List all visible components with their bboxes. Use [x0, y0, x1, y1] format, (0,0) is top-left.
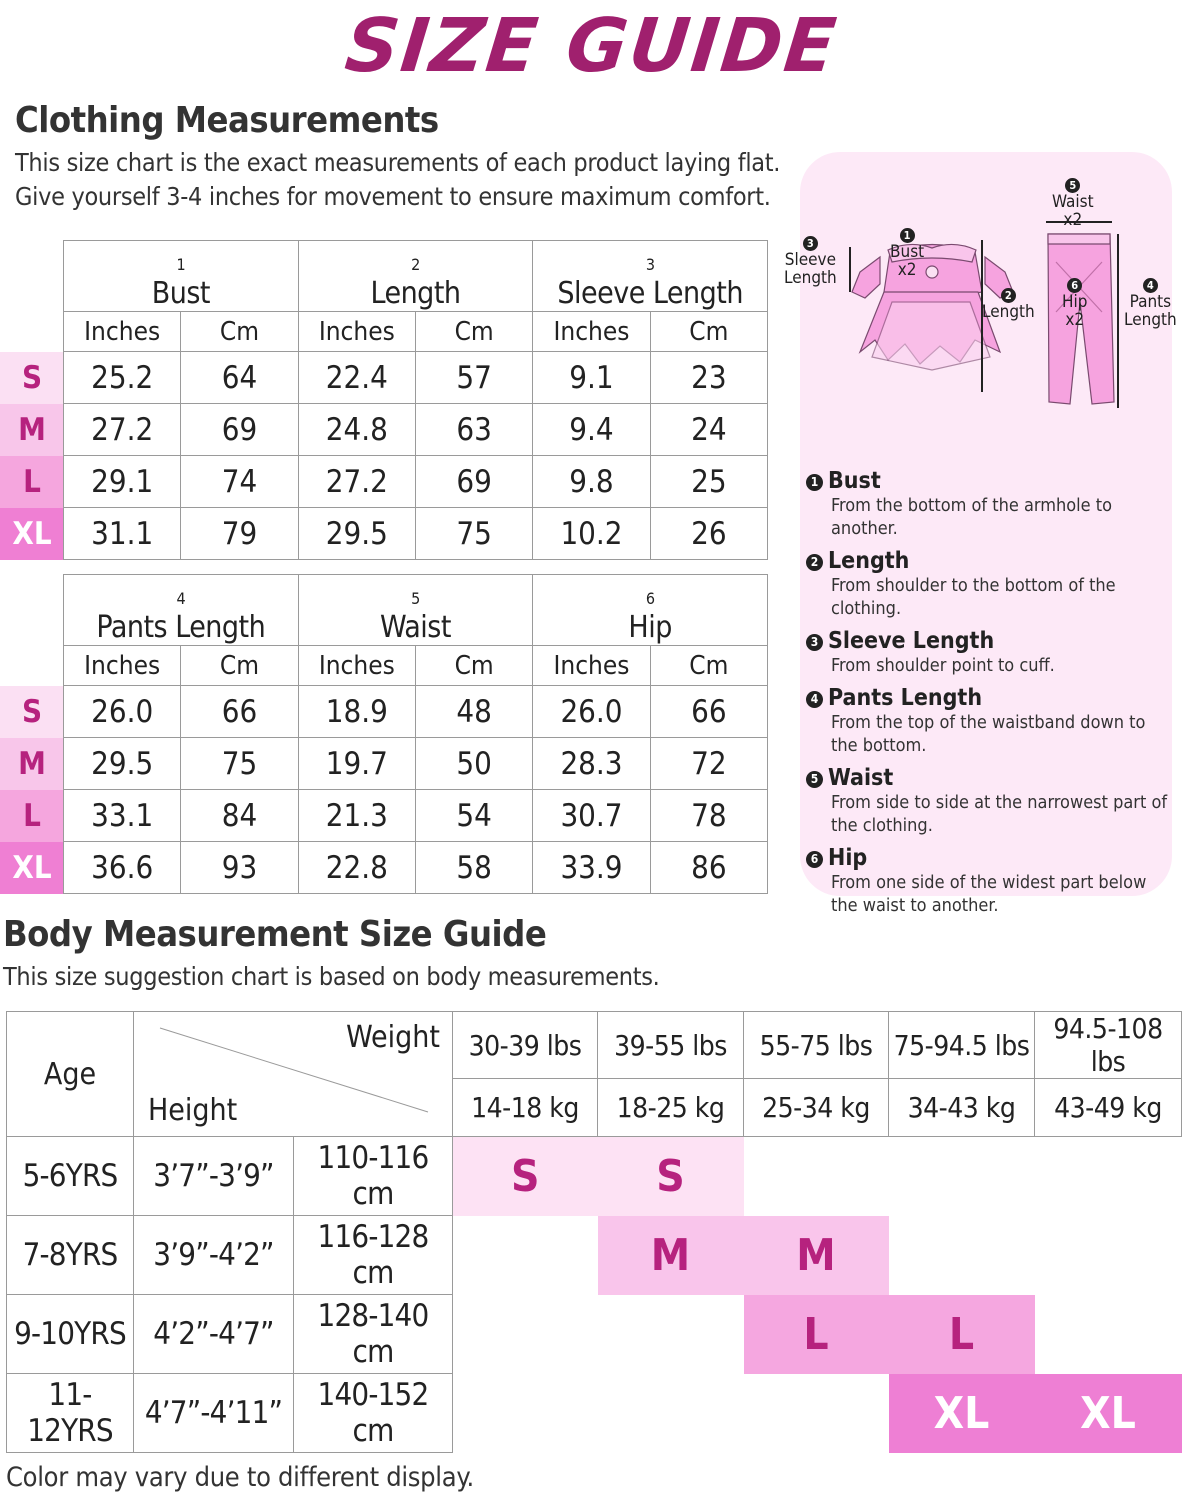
- empty-cell: [744, 1374, 889, 1453]
- label-text: Bust: [890, 242, 925, 262]
- size-cell: XL: [889, 1374, 1035, 1453]
- header-label: Waist: [380, 610, 451, 645]
- unit-inches: Inches: [64, 646, 181, 686]
- number-badge: 2: [411, 255, 420, 274]
- header-hip: [533, 575, 768, 646]
- header-label: Pants Length: [96, 610, 266, 645]
- size-cell: M: [598, 1216, 744, 1295]
- empty-cell: [1035, 1216, 1182, 1295]
- table-cell: 69: [181, 404, 298, 456]
- unit-cm: Cm: [650, 312, 767, 352]
- clothing-heading: Clothing Measurements: [15, 100, 439, 141]
- unit-cm: Cm: [415, 646, 532, 686]
- size-label-m: M: [0, 738, 64, 790]
- table-cell: 27.2: [298, 456, 415, 508]
- unit-inches: Inches: [64, 312, 181, 352]
- weight-lbs: 55-75 lbs: [744, 1012, 889, 1079]
- height-cm-cell: 140-152 cm: [294, 1374, 453, 1453]
- table-cell: 19.7: [298, 738, 415, 790]
- table-row: [64, 404, 768, 456]
- unit-inches: Inches: [533, 646, 650, 686]
- unit-inches: Inches: [533, 312, 650, 352]
- table-cell: 50: [415, 738, 532, 790]
- empty-cell: [889, 1137, 1035, 1216]
- table-row: [64, 352, 768, 404]
- weight-kg: 43-49 kg: [1035, 1079, 1182, 1137]
- weight-kg: 14-18 kg: [453, 1079, 598, 1137]
- size-cell: S: [453, 1137, 598, 1216]
- legend-description: From shoulder to the bottom of the clothing.: [831, 575, 1116, 619]
- table-cell: 74: [181, 456, 298, 508]
- table-cell: 18.9: [298, 686, 415, 738]
- table-cell: 54: [415, 790, 532, 842]
- unit-cm: Cm: [415, 312, 532, 352]
- legend-title: Pants Length: [828, 685, 983, 711]
- table-cell: 66: [650, 686, 767, 738]
- weight-kg: 25-34 kg: [744, 1079, 889, 1137]
- legend-title: Bust: [828, 468, 881, 494]
- empty-cell: [453, 1374, 598, 1453]
- label-text: Waist: [1052, 192, 1094, 212]
- size-column-bottom: [0, 686, 64, 894]
- legend-item-waist: [806, 765, 1176, 837]
- unit-inches: Inches: [298, 646, 415, 686]
- table-cell: 29.1: [64, 456, 181, 508]
- diagram-label-hip: [1062, 278, 1087, 329]
- size-label-s: S: [0, 352, 64, 404]
- size-label-xl: XL: [0, 508, 64, 560]
- height-ft-cell: 3’9”-4’2”: [134, 1216, 294, 1295]
- table-cell: 79: [181, 508, 298, 560]
- page-title: SIZE GUIDE: [341, 3, 842, 89]
- height-ft-cell: 4’7”-4’11”: [134, 1374, 294, 1453]
- header-label: Hip: [628, 610, 672, 645]
- table-cell: 84: [181, 790, 298, 842]
- body-size-table: [6, 1011, 1182, 1453]
- table-row: [64, 508, 768, 560]
- empty-cell: [598, 1374, 744, 1453]
- legend-item-length: [806, 548, 1176, 620]
- table-cell: 24.8: [298, 404, 415, 456]
- table-row: [7, 1295, 1182, 1374]
- legend-title: Length: [828, 548, 910, 574]
- weight-lbs: 94.5-108 lbs: [1035, 1012, 1182, 1079]
- height-cm-cell: 116-128 cm: [294, 1216, 453, 1295]
- table-cell: 48: [415, 686, 532, 738]
- number-badge: 4: [1143, 278, 1158, 293]
- table-cell: 29.5: [298, 508, 415, 560]
- diagram-label-waist: [1052, 178, 1094, 229]
- legend-item-hip: [806, 845, 1176, 917]
- table-cell: 10.2: [533, 508, 650, 560]
- age-cell: 7-8YRS: [7, 1216, 134, 1295]
- diagram-label-sleeve: [784, 236, 837, 287]
- clothing-table-top: [63, 240, 768, 560]
- table-cell: 33.9: [533, 842, 650, 894]
- table-cell: 93: [181, 842, 298, 894]
- height-cm-cell: 110-116 cm: [294, 1137, 453, 1216]
- number-badge: 6: [1067, 278, 1082, 293]
- footer-note: Color may vary due to different display.: [6, 1462, 474, 1493]
- header-sleeve-length: [533, 241, 768, 312]
- weight-label: Weight: [346, 1020, 440, 1055]
- table-cell: 30.7: [533, 790, 650, 842]
- table-cell: 33.1: [64, 790, 181, 842]
- measurement-legend: [806, 468, 1176, 925]
- number-badge: 5: [1065, 178, 1080, 193]
- weight-height-header: [134, 1012, 453, 1137]
- empty-cell: [598, 1295, 744, 1374]
- height-cm-cell: 128-140 cm: [294, 1295, 453, 1374]
- table-cell: 63: [415, 404, 532, 456]
- table-cell: 21.3: [298, 790, 415, 842]
- table-row: [64, 456, 768, 508]
- table-row: [7, 1216, 1182, 1295]
- size-cell: L: [889, 1295, 1035, 1374]
- height-ft-cell: 4’2”-4’7”: [134, 1295, 294, 1374]
- number-badge: 5: [411, 589, 420, 608]
- header-length: [298, 241, 533, 312]
- unit-cm: Cm: [181, 312, 298, 352]
- table-cell: 25: [650, 456, 767, 508]
- body-guide-subtitle: This size suggestion chart is based on body measurements.: [3, 962, 660, 991]
- table-cell: 26.0: [64, 686, 181, 738]
- number-badge: 5: [806, 771, 823, 788]
- size-label-xl: XL: [0, 842, 64, 894]
- table-cell: 9.1: [533, 352, 650, 404]
- table-cell: 22.4: [298, 352, 415, 404]
- table-cell: 27.2: [64, 404, 181, 456]
- empty-cell: [1035, 1137, 1182, 1216]
- table-cell: 22.8: [298, 842, 415, 894]
- size-cell: S: [598, 1137, 744, 1216]
- size-label-l: L: [0, 790, 64, 842]
- weight-lbs: 75-94.5 lbs: [889, 1012, 1035, 1079]
- weight-lbs: 30-39 lbs: [453, 1012, 598, 1079]
- label-text: Sleeve: [784, 250, 836, 270]
- height-label: Height: [148, 1093, 238, 1128]
- label-text: Hip: [1062, 292, 1088, 312]
- size-cell: L: [744, 1295, 889, 1374]
- table-cell: 23: [650, 352, 767, 404]
- unit-cm: Cm: [650, 646, 767, 686]
- table-cell: 26: [650, 508, 767, 560]
- table-cell: 78: [650, 790, 767, 842]
- legend-title: Waist: [828, 765, 894, 791]
- age-cell: 9-10YRS: [7, 1295, 134, 1374]
- table-cell: 24: [650, 404, 767, 456]
- empty-cell: [453, 1216, 598, 1295]
- legend-description: From shoulder point to cuff.: [831, 655, 1055, 676]
- table-cell: 75: [415, 508, 532, 560]
- table-cell: 58: [415, 842, 532, 894]
- number-badge: 2: [806, 554, 823, 571]
- table-cell: 69: [415, 456, 532, 508]
- legend-item-sleeve-length: [806, 628, 1176, 677]
- table-cell: 64: [181, 352, 298, 404]
- empty-cell: [1035, 1295, 1182, 1374]
- table-cell: 26.0: [533, 686, 650, 738]
- table-cell: 29.5: [64, 738, 181, 790]
- table-row: [64, 842, 768, 894]
- label-text: Pants: [1129, 292, 1172, 312]
- table-row: [64, 686, 768, 738]
- clothing-table-bottom: [63, 574, 768, 894]
- clothing-note-2: Give yourself 3-4 inches for movement to ensure maximum comfort.: [15, 182, 771, 211]
- legend-item-bust: [806, 468, 1176, 540]
- table-cell: 31.1: [64, 508, 181, 560]
- legend-description: From one side of the widest part below the waist to another.: [831, 872, 1147, 916]
- body-guide-heading: Body Measurement Size Guide: [3, 914, 547, 955]
- number-badge: 1: [806, 474, 823, 491]
- table-cell: 28.3: [533, 738, 650, 790]
- unit-cm: Cm: [181, 646, 298, 686]
- age-cell: 5-6YRS: [7, 1137, 134, 1216]
- size-cell: M: [744, 1216, 889, 1295]
- label-text: x2: [1063, 210, 1083, 230]
- header-pants-length: [64, 575, 299, 646]
- empty-cell: [744, 1137, 889, 1216]
- number-badge: 4: [176, 589, 186, 608]
- diagram-label-length: [982, 288, 1035, 321]
- legend-description: From side to side at the narrowest part of the clothing.: [831, 792, 1168, 836]
- header-label: Length: [370, 276, 461, 311]
- number-badge: 4: [806, 691, 823, 708]
- table-row: [64, 790, 768, 842]
- legend-title: Sleeve Length: [828, 628, 995, 654]
- size-label-s: S: [0, 686, 64, 738]
- number-badge: 2: [1001, 288, 1016, 303]
- table-cell: 25.2: [64, 352, 181, 404]
- weight-kg: 34-43 kg: [889, 1079, 1035, 1137]
- number-badge: 3: [803, 236, 818, 251]
- number-badge: 1: [176, 255, 186, 274]
- table-row: [7, 1374, 1182, 1453]
- table-row: [64, 738, 768, 790]
- size-column-top: [0, 352, 64, 560]
- table-cell: 36.6: [64, 842, 181, 894]
- table-cell: 57: [415, 352, 532, 404]
- weight-kg: 18-25 kg: [598, 1079, 744, 1137]
- age-header: Age: [7, 1012, 134, 1137]
- number-badge: 6: [645, 589, 655, 608]
- header-waist: [298, 575, 533, 646]
- legend-item-pants-length: [806, 685, 1176, 757]
- number-badge: 3: [806, 634, 823, 651]
- number-badge: 1: [900, 228, 915, 243]
- empty-cell: [453, 1295, 598, 1374]
- unit-inches: Inches: [298, 312, 415, 352]
- label-text: Length: [982, 302, 1035, 322]
- table-cell: 66: [181, 686, 298, 738]
- empty-cell: [889, 1216, 1035, 1295]
- table-cell: 9.4: [533, 404, 650, 456]
- header-label: Sleeve Length: [557, 276, 743, 311]
- size-label-l: L: [0, 456, 64, 508]
- legend-title: Hip: [828, 845, 868, 871]
- label-text: x2: [897, 260, 917, 280]
- legend-description: From the top of the waistband down to the bottom.: [831, 712, 1146, 756]
- label-text: Length: [784, 268, 837, 288]
- table-cell: 75: [181, 738, 298, 790]
- clothing-note-1: This size chart is the exact measurements of each product laying flat.: [15, 148, 781, 177]
- height-ft-cell: 3’7”-3’9”: [134, 1137, 294, 1216]
- table-cell: 86: [650, 842, 767, 894]
- size-label-m: M: [0, 404, 64, 456]
- size-cell: XL: [1035, 1374, 1182, 1453]
- age-cell: 11-12YRS: [7, 1374, 134, 1453]
- weight-lbs: 39-55 lbs: [598, 1012, 744, 1079]
- header-label: Bust: [151, 276, 210, 311]
- header-bust: [64, 241, 299, 312]
- diagram-label-pants: [1124, 278, 1177, 329]
- table-row: [7, 1137, 1182, 1216]
- label-text: x2: [1065, 310, 1085, 330]
- number-badge: 3: [645, 255, 655, 274]
- label-text: Length: [1124, 310, 1177, 330]
- number-badge: 6: [806, 851, 823, 868]
- table-cell: 9.8: [533, 456, 650, 508]
- legend-description: From the bottom of the armhole to another.: [831, 495, 1113, 539]
- table-cell: 72: [650, 738, 767, 790]
- diagram-label-bust: [890, 228, 924, 279]
